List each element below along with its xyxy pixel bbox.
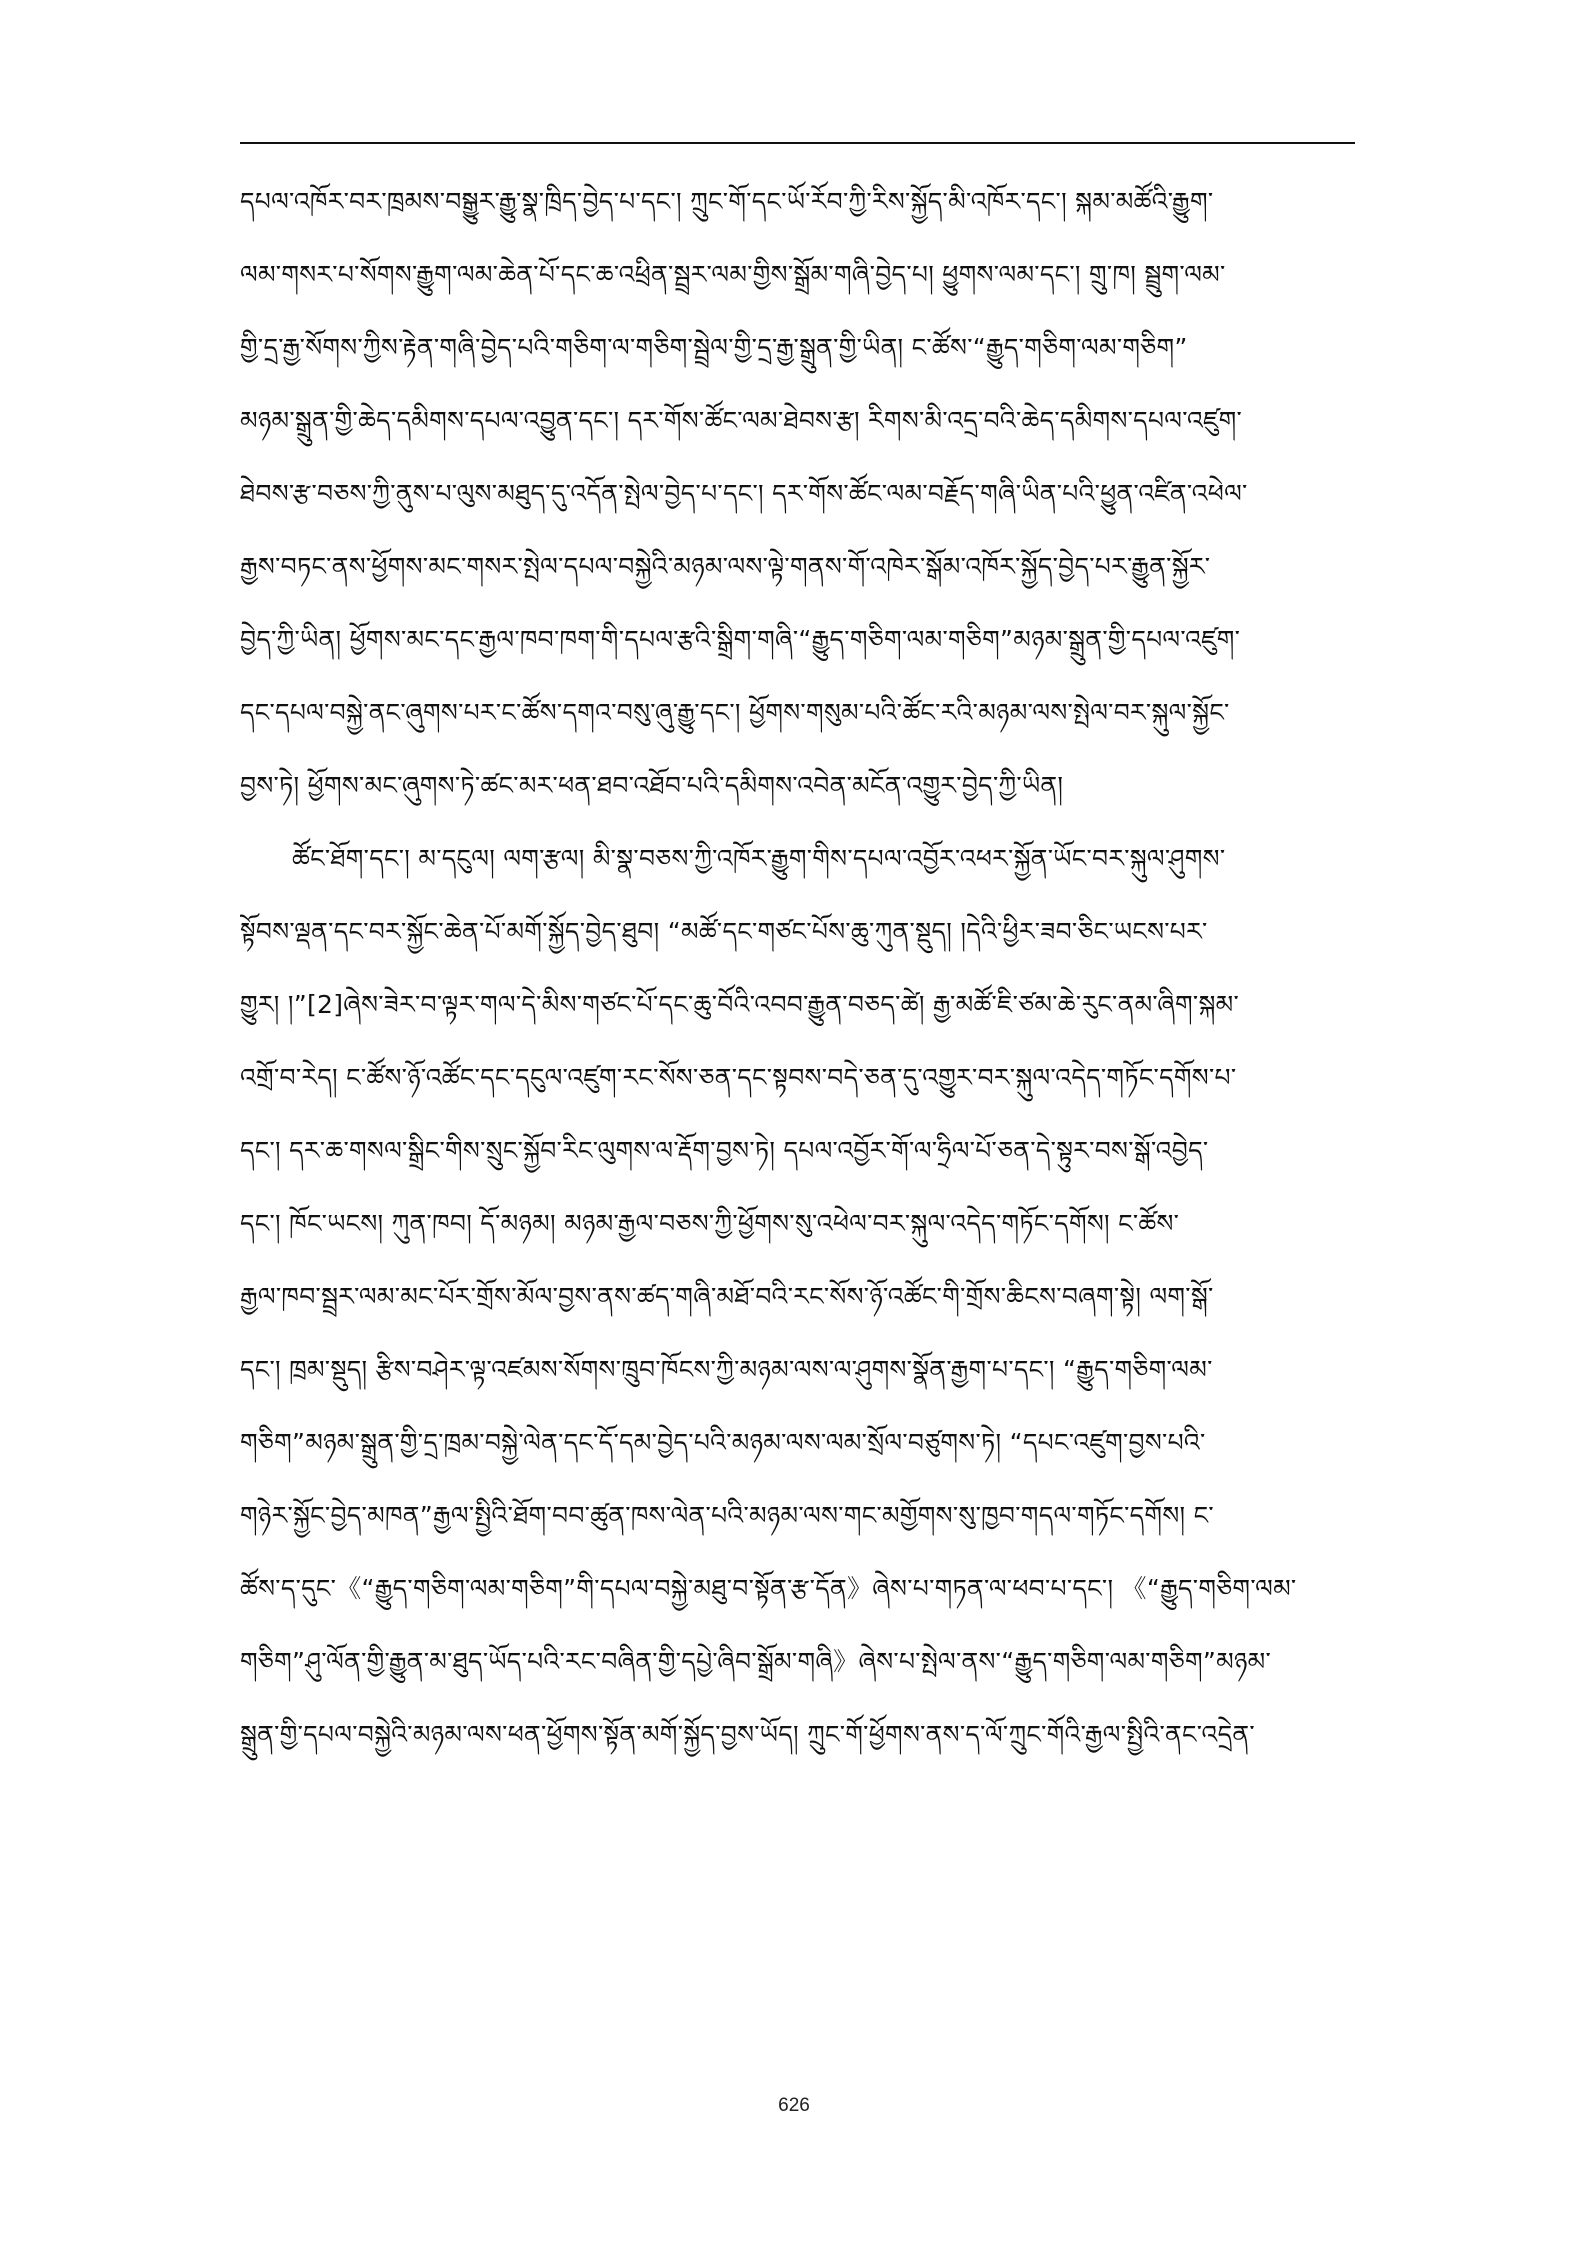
paragraph-container — [240, 165, 1355, 1771]
text-line: དཔལ་འཁོར་བར་ཁྲམས་བསྒྱུར་རྒྱུ་སྣ་ཁྲིད་བྱེད་པ་དང་། ཀྲུང་གོ་དང་ཡོ་རོབ་ཀྱི་རིས་སྐྱོད་མི་འཁོར་དང་། སྐམ་མཚོའི་རྒྱུག་ — [240, 187, 1214, 216]
text-line: རྒྱལ་ཁབ་སྦྲར་ལམ་མང་པོར་གྲོས་མོལ་བྱས་ནས་ཚད་གཞི་མཐོ་བའི་རང་སོས་ཉོ་འཚོང་གི་གྲོས་ཆིངས་བཞག་སྟེ། ལག་སྒོ་ — [240, 1282, 1214, 1311]
text-line: དང་། ཁྲམ་སྡུད། རྩིས་བཤེར་ལྟ་འཛམས་སོགས་ཁྲུབ་ཁོངས་ཀྱི་མཉམ་ལས་ལ་ཤུགས་སྣོན་རྒྱག་པ་དང་། “རྒྱུད་གཅིག་ལམ་ — [240, 1355, 1213, 1384]
text-line: གཅིག”ཤུ་ལོན་གྱི་རྒྱུན་མ་ཐུད་ཡོད་པའི་རང་བཞིན་གྱི་དཔྱེ་ཞིབ་སྒྲོམ་གཞི》ཞེས་པ་སྤེལ་ནས་“རྒྱུད་གཅིག་ལམ་གཅིག”མཉམ་ — [240, 1647, 1272, 1676]
text-line: ཚོང་ཐོག་དང་། མ་དངུལ། ལག་རྩལ། མི་སྣ་བཅས་ཀྱི་འཁོར་རྒྱུག་གིས་དཔལ་འབྱོར་འཕར་སྐྱོན་ཡོང་བར་སྐུལ་ཤུགས་ — [292, 844, 1226, 873]
text-line: སྟོབས་ལྡན་དང་བར་སྐྱོང་ཆེན་པོ་མགོ་སྐྱོད་བྱེད་ཐུབ། “མཚོ་དང་གཙང་པོས་ཆུ་ཀུན་སྡུད། །དེའི་ཕྱིར་ཟབ་ཅིང་ཡངས་པར་ — [240, 917, 1208, 946]
text-line: དང་དཔལ་བསྐྱེ་ནང་ཞུགས་པར་ང་ཚོས་དགའ་བསུ་ཞུ་རྒྱུ་དང་། ཕྱོགས་གསུམ་པའི་ཚོང་རའི་མཉམ་ལས་སྤེལ་བར་སྐུལ་སྐྱོང་ — [240, 698, 1230, 727]
text-line: ཚོས་ད་དུང་《“རྒྱུད་གཅིག་ལམ་གཅིག”གི་དཔལ་བསྐྱེ་མཐུ་བ་སྟོན་རྩ་དོན》ཞེས་པ་གཏན་ལ་ཕབ་པ་དང་། 《“རྒྱུད་གཅིག་ལམ་ — [240, 1574, 1297, 1603]
text-line: སྒྲུན་གྱི་དཔལ་བསྐྱེའི་མཉམ་ལས་ཕན་ཕྱོགས་སྟོན་མགོ་སྐྱོད་བྱས་ཡོད། ཀྲུང་གོ་ཕྱོགས་ནས་ད་ལོ་ཀྲུང་གོའི་རྒྱལ་སྤྱིའི་ནང་འདྲེན་ — [240, 1720, 1255, 1749]
text-line: ལམ་གསར་པ་སོགས་རྒྱུག་ལམ་ཆེན་པོ་དང་ཆ་འཕྲིན་སྦྲར་ལམ་གྱིས་སྒྲོམ་གཞི་བྱེད་པ། ཕྱུགས་ལམ་དང་། གྲུ་ཁ། སྦྲུག་ལམ་ — [240, 260, 1226, 289]
text-line: དང་། དར་ཆ་གསལ་སྒྲིང་གིས་སྲུང་སྐྱོབ་རིང་ལུགས་ལ་རྡོག་བྱས་ཏེ། དཔལ་འབྱོར་གོ་ལ་ཧྲིལ་པོ་ཅན་དེ་སྟུར་བས་སྒོ་འབྱེད་ — [240, 1136, 1209, 1165]
text-line: དང་། ཁོང་ཡངས། ཀུན་ཁབ། དོ་མཉམ། མཉམ་རྒྱལ་བཅས་ཀྱི་ཕྱོགས་སུ་འཕེལ་བར་སྐུལ་འདེད་གཏོང་དགོས། ང་ཚོས་ — [240, 1209, 1180, 1238]
paragraph — [240, 165, 1355, 822]
text-line: གྱི་དྲ་རྒྱ་སོགས་ཀྱིས་རྟེན་གཞི་བྱེད་པའི་གཅིག་ལ་གཅིག་སྦྲེལ་གྱི་དྲ་རྒྱ་སྒྲུན་གྱི་ཡིན། ང་ཚོས་“རྒྱུད་གཅིག་ལམ་གཅིག” — [240, 333, 1188, 362]
text-line: གྱུར། །”[2]ཞེས་ཟེར་བ་ལྟར་གལ་དེ་མིས་གཙང་པོ་དང་ཆུ་བོའི་འབབ་རྒྱུན་བཅད་ཚེ། རྒྱ་མཚོ་ཇི་ཙམ་ཆེ་རུང་ནམ་ཞིག་སྐམ་ — [240, 990, 1240, 1019]
text-line: བྱས་ཏེ། ཕྱོགས་མང་ཞུགས་ཏེ་ཚང་མར་ཕན་ཐབ་འཐོབ་པའི་དམིགས་འབེན་མངོན་འགྱུར་བྱེད་ཀྱི་ཡིན། — [240, 771, 1064, 800]
text-line: གཅིག”མཉམ་སྒྲུན་གྱི་དྲ་ཁྲམ་བསྐྱེ་ལེན་དང་དོ་དམ་བྱེད་པའི་མཉམ་ལས་ལམ་སྲོལ་བཙུགས་ཏེ། “དཔང་འཛུག་བྱས་པའི་ — [240, 1428, 1206, 1457]
text-line: འགྲོ་བ་རེད། ང་ཚོས་ཉོ་འཚོང་དང་དངུལ་འཛུག་རང་སོས་ཅན་དང་སྟབས་བདེ་ཅན་དུ་འགྱུར་བར་སྐུལ་འདེད་གཏོང་དགོས་པ་ — [240, 1063, 1237, 1092]
text-line: རྒྱས་བཏང་ནས་ཕྱོགས་མང་གསར་སྤེལ་དཔལ་བསྐྱེའི་མཉམ་ལས་ལྟེ་གནས་གོ་འཁེར་སྒོམ་འཁོར་སྐྱོད་བྱེད་པར་རྒྱུན་སྐྱོར་ — [240, 552, 1211, 581]
header-rule — [240, 142, 1355, 144]
text-line: མཉམ་སྒྲུན་གྱི་ཆེད་དམིགས་དཔལ་འབྱུན་དང་། དར་གོས་ཚོང་ལམ་ཐེབས་རྩ། རིགས་མི་འདྲ་བའི་ཆེད་དམིགས་དཔལ་འཛུག་ — [240, 406, 1243, 435]
paragraph — [240, 822, 1355, 1771]
text-line: བྱེད་ཀྱི་ཡིན། ཕྱོགས་མང་དང་རྒྱལ་ཁབ་ཁག་གི་དཔལ་རྩའི་སྒྲིག་གཞི་“རྒྱུད་གཅིག་ལམ་གཅིག”མཉམ་སྒྲུན་གྱི་དཔལ་འཛུག་ — [240, 625, 1241, 654]
document-body — [240, 165, 1355, 1771]
text-line: གཉེར་སྐྱོང་བྱེད་མཁན”རྒྱལ་སྤྱིའི་ཐོག་བབ་ཚུན་ཁས་ལེན་པའི་མཉམ་ལས་གང་མགྱོགས་སུ་ཁྱབ་གདལ་གཏོང་དགོས། ང་ — [240, 1501, 1214, 1530]
text-line: ཐེབས་རྩ་བཅས་ཀྱི་ནུས་པ་ལུས་མཐུད་དུ་འདོན་སྤེལ་བྱེད་པ་དང་། དར་གོས་ཚོང་ལམ་བརྗོད་གཞི་ཡིན་པའི་ཕྱུན་འཛིན་འཕེལ་ — [240, 479, 1248, 508]
page-number: 626 — [778, 2095, 810, 2116]
